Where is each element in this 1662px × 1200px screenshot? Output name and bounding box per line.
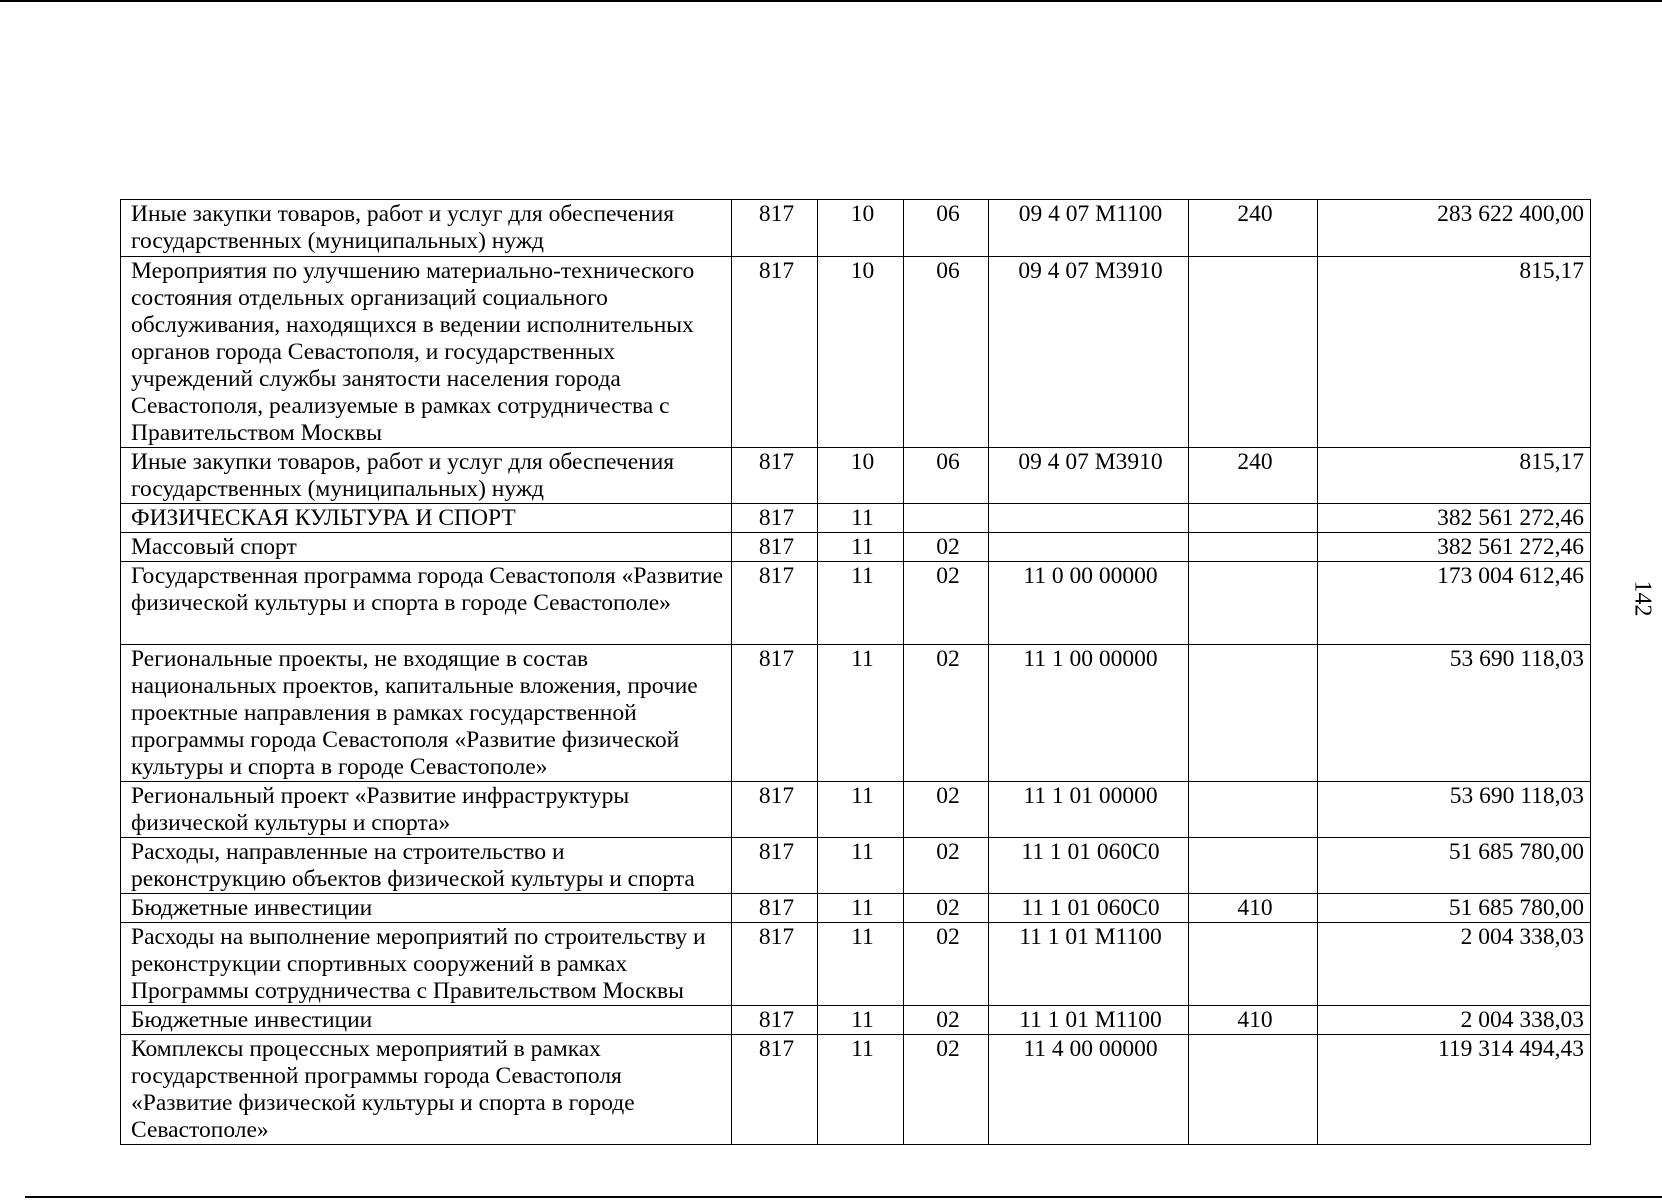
row-name: Мероприятия по улучшению материально-технического состояния отдельных организаций социального обслуживания, находящихся в ведении исполнительных органов города Севастополя, и государственных учреждений службы занятости населения города Севастополя, реализуемые в рамках сотрудничества с Правительством Москвы [121,257,732,448]
target-article-code [989,504,1189,533]
top-border-line [0,0,1662,2]
table-row [121,257,1591,448]
section-code: 11 [818,504,904,533]
section-code: 11 [818,782,904,838]
section-code: 11 [818,894,904,923]
row-name: Комплексы процессных мероприятий в рамках государственной программы города Севастополя «Развитие физической культуры и спорта в городе Севастополе» [121,1035,732,1145]
expense-type-code [1189,923,1318,1006]
subsection-code: 02 [904,1006,989,1035]
table-row [121,562,1591,645]
section-code: 10 [818,200,904,257]
subsection-code: 02 [904,562,989,645]
section-code: 11 [818,533,904,562]
expense-type-code [1189,1035,1318,1145]
subsection-code: 02 [904,923,989,1006]
ministry-code: 817 [732,200,818,257]
page-number: 142 [1629,580,1656,617]
expense-type-code [1189,533,1318,562]
section-code: 11 [818,838,904,894]
amount: 382 561 272,46 [1318,533,1591,562]
row-name: ФИЗИЧЕСКАЯ КУЛЬТУРА И СПОРТ [121,504,732,533]
target-article-code: 11 1 00 00000 [989,645,1189,782]
amount: 173 004 612,46 [1318,562,1591,645]
row-name: Расходы на выполнение мероприятий по строительству и реконструкции спортивных сооружений в рамках Программы сотрудничества с Правительством Москвы [121,923,732,1006]
target-article-code: 11 0 00 00000 [989,562,1189,645]
target-article-code: 09 4 07 М3910 [989,257,1189,448]
amount: 53 690 118,03 [1318,645,1591,782]
amount: 283 622 400,00 [1318,200,1591,257]
ministry-code: 817 [732,257,818,448]
expense-type-code [1189,782,1318,838]
section-code: 11 [818,1006,904,1035]
amount: 2 004 338,03 [1318,923,1591,1006]
target-article-code: 11 1 01 060С0 [989,894,1189,923]
subsection-code: 02 [904,1035,989,1145]
ministry-code: 817 [732,838,818,894]
row-name: Массовый спорт [121,533,732,562]
subsection-code: 06 [904,448,989,504]
row-name: Государственная программа города Севастополя «Развитие физической культуры и спорта в городе Севастополе» [121,562,732,645]
table-row [121,923,1591,1006]
ministry-code: 817 [732,782,818,838]
target-article-code: 11 1 01 М1100 [989,923,1189,1006]
expense-type-code [1189,257,1318,448]
expense-type-code [1189,838,1318,894]
subsection-code: 02 [904,645,989,782]
row-name: Иные закупки товаров, работ и услуг для обеспечения государственных (муниципальных) нужд [121,448,732,504]
section-code: 11 [818,645,904,782]
expense-type-code [1189,562,1318,645]
subsection-code: 02 [904,782,989,838]
row-name: Региональные проекты, не входящие в состав национальных проектов, капитальные вложения, прочие проектные направления в рамках государственной программы города Севастополя «Развитие физической культуры и спорта в городе Севастополе» [121,645,732,782]
section-code: 11 [818,923,904,1006]
table-row [121,1035,1591,1145]
amount: 2 004 338,03 [1318,1006,1591,1035]
subsection-code: 02 [904,533,989,562]
section-code: 11 [818,1035,904,1145]
table-row [121,782,1591,838]
ministry-code: 817 [732,894,818,923]
ministry-code: 817 [732,1035,818,1145]
target-article-code: 09 4 07 М3910 [989,448,1189,504]
row-name: Иные закупки товаров, работ и услуг для обеспечения государственных (муниципальных) нужд [121,200,732,257]
expense-type-code [1189,504,1318,533]
table-row [121,200,1591,257]
expense-type-code: 410 [1189,1006,1318,1035]
amount: 119 314 494,43 [1318,1035,1591,1145]
bottom-border-line [25,1196,1662,1198]
ministry-code: 817 [732,533,818,562]
expense-type-code: 240 [1189,200,1318,257]
ministry-code: 817 [732,923,818,1006]
amount: 815,17 [1318,448,1591,504]
subsection-code: 02 [904,894,989,923]
ministry-code: 817 [732,504,818,533]
subsection-code: 06 [904,257,989,448]
subsection-code: 06 [904,200,989,257]
amount: 51 685 780,00 [1318,894,1591,923]
budget-table [120,199,1591,1145]
row-name: Региональный проект «Развитие инфраструктуры физической культуры и спорта» [121,782,732,838]
section-code: 11 [818,562,904,645]
amount: 382 561 272,46 [1318,504,1591,533]
table-row [121,645,1591,782]
target-article-code: 11 1 01 М1100 [989,1006,1189,1035]
table-row [121,838,1591,894]
target-article-code: 11 1 01 060С0 [989,838,1189,894]
section-code: 10 [818,448,904,504]
table-row [121,1006,1591,1035]
amount: 51 685 780,00 [1318,838,1591,894]
section-code: 10 [818,257,904,448]
table-row [121,533,1591,562]
table-row [121,894,1591,923]
row-name: Бюджетные инвестиции [121,894,732,923]
ministry-code: 817 [732,645,818,782]
amount: 815,17 [1318,257,1591,448]
amount: 53 690 118,03 [1318,782,1591,838]
target-article-code [989,533,1189,562]
target-article-code: 11 1 01 00000 [989,782,1189,838]
subsection-code: 02 [904,838,989,894]
table-row [121,448,1591,504]
subsection-code [904,504,989,533]
ministry-code: 817 [732,448,818,504]
ministry-code: 817 [732,1006,818,1035]
target-article-code: 11 4 00 00000 [989,1035,1189,1145]
target-article-code: 09 4 07 М1100 [989,200,1189,257]
table-row [121,504,1591,533]
expense-type-code: 240 [1189,448,1318,504]
expense-type-code: 410 [1189,894,1318,923]
ministry-code: 817 [732,562,818,645]
row-name: Расходы, направленные на строительство и реконструкцию объектов физической культуры и спорта [121,838,732,894]
expense-type-code [1189,645,1318,782]
row-name: Бюджетные инвестиции [121,1006,732,1035]
